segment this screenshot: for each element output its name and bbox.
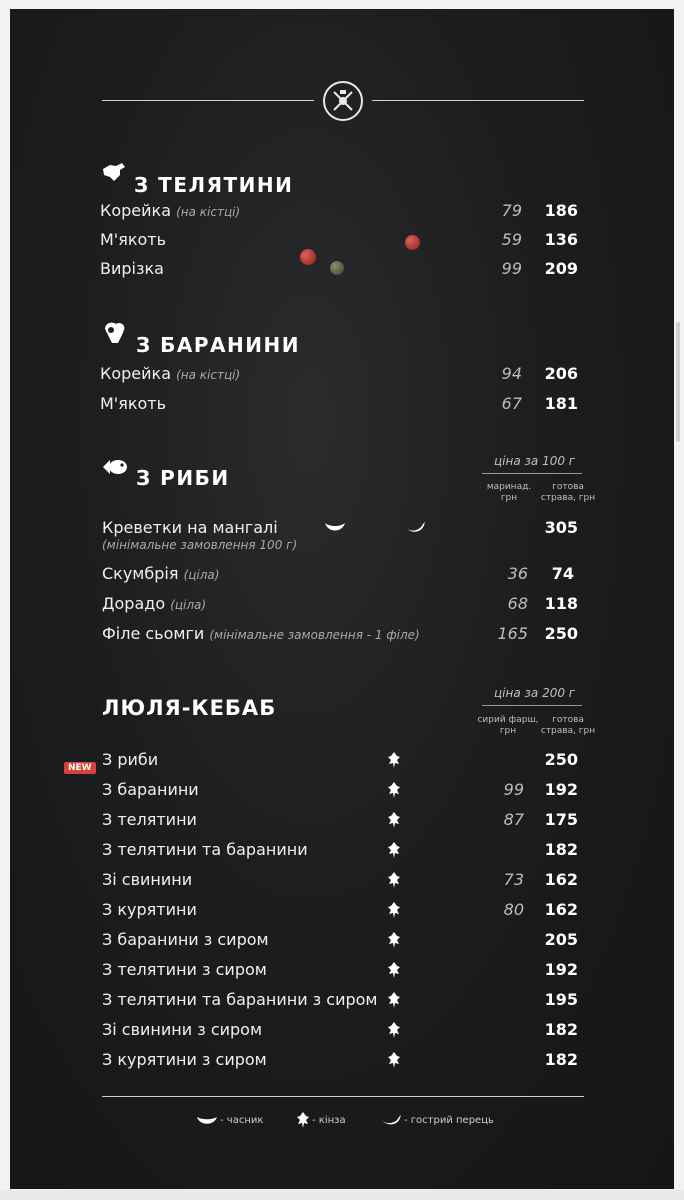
fish-col-raw-line1: маринад.	[486, 482, 532, 492]
lamb-item-label: Корейка	[100, 364, 172, 383]
legend-pepper: - гострий перець	[404, 1115, 494, 1126]
cilantro-leaf-icon	[387, 871, 401, 889]
kebab-item-name: З телятини з сиром	[102, 960, 267, 979]
cilantro-leaf-icon	[387, 931, 401, 949]
kebab-ready-price: 182	[544, 1050, 578, 1069]
footer-rule	[102, 1096, 584, 1097]
fish-col-raw-header	[484, 482, 534, 493]
cilantro-leaf-icon	[387, 961, 401, 979]
lamb-raw-price: 94	[501, 364, 522, 383]
cilantro-leaf-icon	[387, 811, 401, 829]
fish-item-label: Креветки на мангалі	[102, 518, 278, 537]
cilantro-leaf-icon	[387, 751, 401, 769]
cilantro-leaf-icon	[387, 1021, 401, 1039]
garlic-icon	[196, 1115, 218, 1127]
kebab-ready-price: 162	[544, 870, 578, 889]
kebab-col-ready-header: готова	[552, 715, 584, 725]
fish-col-raw-unit: грн	[500, 493, 518, 503]
lamb-item-label: М'якоть	[100, 394, 167, 413]
fish-raw-price: 68	[507, 594, 528, 613]
veal-ready-price: 186	[544, 201, 578, 220]
kebab-ready-price: 195	[544, 990, 578, 1009]
fish-item-sub-note: (мінімальне замовлення 100 г)	[102, 538, 298, 552]
fish-item-note: (ціла)	[170, 598, 207, 612]
fish-item-label: Філе сьомги	[102, 624, 205, 643]
kebab-raw-price: 87	[503, 810, 524, 829]
fish-raw-price: 165	[497, 624, 528, 643]
kebab-col-ready-unit: страва, грн	[540, 726, 596, 736]
veal-raw-price: 59	[501, 230, 522, 249]
menu-card	[10, 9, 674, 1189]
fish-item-label: Скумбрія	[102, 564, 179, 583]
header-rule-right	[372, 100, 584, 101]
kebab-price-rule	[482, 705, 582, 706]
kebab-ready-price: 250	[544, 750, 578, 769]
legend-cilantro: - кінза	[312, 1115, 346, 1126]
section-title-veal: З ТЕЛЯТИНИ	[134, 173, 294, 197]
fish-col-ready-line1: готова	[552, 482, 584, 492]
veal-raw-price: 99	[501, 259, 522, 278]
cilantro-leaf-icon	[387, 781, 401, 799]
veal-item-note: (на кістці)	[176, 205, 241, 219]
fish-col-ready-unit: страва, грн	[540, 493, 596, 503]
kebab-raw-price: 80	[503, 900, 524, 919]
bottom-strip	[0, 1190, 684, 1200]
veal-item-label: Вирізка	[100, 259, 164, 278]
scrollbar[interactable]	[676, 322, 680, 442]
veal-ready-price: 209	[544, 259, 578, 278]
kebab-col-raw-header: сирий фарш,	[477, 715, 539, 725]
kebab-ready-price: 205	[544, 930, 578, 949]
kebab-item-name: З телятини та баранини	[102, 840, 308, 859]
chili-pepper-icon	[380, 1115, 402, 1127]
lamb-item-note: (на кістці)	[176, 368, 241, 382]
kebab-item-name: Зі свинини	[102, 870, 193, 889]
kebab-ready-price: 182	[544, 840, 578, 859]
kebab-item-name: З телятини та баранини з сиром	[102, 990, 378, 1009]
kebab-item-name: З телятини	[102, 810, 197, 829]
kebab-col-raw-unit: грн	[499, 726, 517, 736]
fish-price-label: ціна за 100 г	[494, 454, 576, 468]
fish-item-note: (мінімальне замовлення - 1 філе)	[209, 628, 420, 642]
cilantro-leaf-icon	[387, 1051, 401, 1069]
section-title-lamb: З БАРАНИНИ	[136, 333, 300, 357]
kebab-item-name: З курятини	[102, 900, 197, 919]
kebab-ready-price: 162	[544, 900, 578, 919]
fish-item-name	[102, 564, 219, 583]
kebab-ready-price: 182	[544, 1020, 578, 1039]
fish-price-rule	[482, 473, 582, 474]
kebab-ready-price: 192	[544, 780, 578, 799]
fish-item-name	[102, 518, 278, 537]
fish-col-ready-header	[540, 482, 596, 493]
peppercorn-decoration	[300, 249, 316, 265]
chili-pepper-icon	[404, 521, 426, 535]
kebab-item-name: З баранини з сиром	[102, 930, 269, 949]
cilantro-leaf-icon	[387, 841, 401, 859]
veal-ready-price: 136	[544, 230, 578, 249]
fish-ready-price: 305	[544, 518, 578, 537]
cilantro-leaf-icon	[387, 991, 401, 1009]
cilantro-leaf-icon	[387, 901, 401, 919]
kebab-raw-price: 73	[503, 870, 524, 889]
kebab-raw-price: 99	[503, 780, 524, 799]
lamb-ready-price: 181	[544, 394, 578, 413]
garlic-icon	[324, 521, 346, 535]
veal-item-label: М'якоть	[100, 230, 167, 249]
fish-item-note: (ціла)	[183, 568, 220, 582]
ram-head-icon	[102, 321, 128, 345]
fish-ready-price: 118	[544, 594, 578, 613]
veal-raw-price: 79	[501, 201, 522, 220]
section-title-kebab: ЛЮЛЯ-КЕБАБ	[102, 696, 277, 720]
kebab-ready-price: 175	[544, 810, 578, 829]
lamb-item-name	[100, 364, 240, 383]
veal-item-name	[100, 230, 166, 249]
new-badge: NEW	[64, 762, 96, 774]
veal-item-name	[100, 201, 240, 220]
fish-ready-price: 250	[544, 624, 578, 643]
peppercorn-decoration	[405, 235, 420, 250]
lamb-item-name	[100, 394, 166, 413]
kebab-item-name: З баранини	[102, 780, 199, 799]
peppercorn-decoration	[330, 261, 344, 275]
veal-item-name	[100, 259, 164, 278]
fish-item-name	[102, 624, 420, 643]
fish-item-name	[102, 594, 206, 613]
kebab-ready-price: 192	[544, 960, 578, 979]
section-title-fish: З РИБИ	[136, 466, 230, 490]
lamb-ready-price: 206	[544, 364, 578, 383]
kebab-item-name: З риби	[102, 750, 159, 769]
veal-item-label: Корейка	[100, 201, 172, 220]
fish-raw-price: 36	[507, 564, 528, 583]
fish-ready-price: 74	[551, 564, 574, 583]
legend-garlic: - часник	[220, 1115, 264, 1126]
cilantro-leaf-icon	[296, 1111, 310, 1129]
grill-badge-icon	[323, 81, 363, 121]
kebab-item-name: Зі свинини з сиром	[102, 1020, 263, 1039]
lamb-raw-price: 67	[501, 394, 522, 413]
calf-head-icon	[102, 163, 126, 183]
fish-item-label: Дорадо	[102, 594, 166, 613]
fish-icon	[102, 457, 128, 477]
header-rule-left	[102, 100, 314, 101]
kebab-item-name: З курятини з сиром	[102, 1050, 267, 1069]
kebab-price-label: ціна за 200 г	[494, 686, 576, 700]
